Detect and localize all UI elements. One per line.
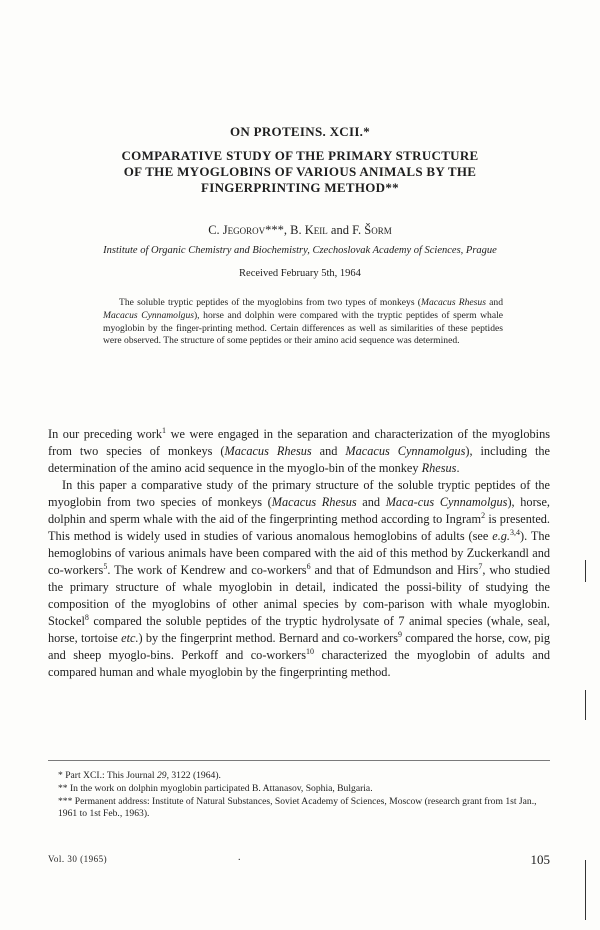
author-separator: and (327, 223, 353, 237)
paragraph (48, 477, 550, 681)
text-run: compared the soluble peptides of the tryptic hydrolysate of 7 animal species (whale, seal, horse, tortoise (48, 614, 550, 645)
abstract (103, 297, 503, 348)
species-name: Macacus Rhesus (224, 444, 312, 458)
text-run: ), including the determination of the amino acid sequence in the myoglo-bin of the monkey (48, 444, 550, 475)
species-name: Macacus Rhesus (271, 495, 357, 509)
text-run: ). The hemoglobins of various animals have been compared with the aid of this method by Zuckerkandl and co-workers (48, 529, 551, 577)
text-run: characterized the myoglobin of adults and compared human and whale myoglobin by the fingerprinting method. (48, 648, 551, 679)
footnote (48, 770, 550, 783)
body-text (48, 426, 550, 681)
article-title (0, 148, 600, 196)
page-footer (48, 852, 550, 868)
paragraph (48, 426, 550, 477)
received-date: Received February 5th, 1964 (239, 268, 361, 279)
footer-dot: . (238, 852, 241, 863)
species-name: Maca-cus Cynnamolgus (385, 495, 508, 509)
footnote-divider (48, 760, 550, 761)
emphasis: etc. (121, 631, 139, 645)
citation-ref: 5 (103, 561, 108, 571)
scan-artifact (585, 560, 586, 582)
author-line (0, 223, 600, 238)
text-run: , who studied the primary structure of whale myoglobin in detail, indicated the possi-bility of studying the composition of the myoglobins of other animal species by com-parison with whale myoglobin. Stockel (48, 563, 550, 628)
text-run: we were engaged in the separation and characterization of the myoglobins from two species of monkeys ( (48, 427, 551, 458)
text-run: In our preceding work (48, 427, 163, 441)
text-run: and (356, 495, 386, 509)
citation-ref: 8 (84, 612, 89, 622)
text-run: , 3122 (1964). (166, 770, 221, 781)
citation-ref: 9 (398, 629, 403, 639)
text-run: and (311, 444, 346, 458)
journal-volume: Vol. 30 (1965) (48, 854, 108, 864)
series-heading: ON PROTEINS. XCII.* (229, 124, 371, 139)
citation-ref: 10 (306, 646, 315, 656)
species-name: Macacus Cynnamolgus (345, 444, 466, 458)
species-name: Rhesus (421, 461, 457, 475)
text-run: ), horse, dolphin and sperm whale with the aid of the fingerprinting method according to Ingram (48, 495, 550, 526)
text-run: . (456, 461, 460, 475)
affiliation: Institute of Organic Chemistry and Biochemistry, Czechoslovak Academy of Sciences, Prague (103, 245, 497, 256)
citation-ref: 7 (478, 561, 483, 571)
title-line: COMPARATIVE STUDY OF THE PRIMARY STRUCTURE (121, 148, 479, 163)
author-name: C. Jegorov*** (208, 223, 284, 237)
author-name: F. Šorm (352, 223, 392, 237)
text-run: compared the horse, cow, pig and sheep myoglo-bins. Perkoff and co-workers (48, 631, 551, 662)
citation-ref: 3,4 (510, 527, 521, 537)
footnote: ** In the work on dolphin myoglobin participated B. Attanasov, Sophia, Bulgaria. (58, 782, 373, 794)
author-name: B. Keil (290, 223, 328, 237)
text-run: is presented. This method is widely used in studies of various anomalous hemoglobins of adults (see (48, 512, 550, 543)
scan-artifact (585, 860, 586, 920)
species-name: Macacus Cynnamolgus (103, 309, 194, 321)
species-name: Macacus Rhesus (420, 297, 486, 308)
volume-number: 29 (156, 770, 167, 781)
footnote: *** Permanent address: Institute of Natural Substances, Soviet Academy of Sciences, Moscow (research grant from 1st Jan., 1961 to 1st Feb., 1963). (58, 795, 537, 820)
abstract-text: ), horse and dolphin were compared with the tryptic peptides of sperm whale myoglobin by the finger-printing method. Certain differences as well as similarities of these peptides were observed. The structure of some peptides or their amino acid sequence was determined. (103, 309, 504, 347)
text-run: * Part XCI.: This Journal (58, 770, 157, 781)
title-line: OF THE MYOGLOBINS OF VARIOUS ANIMALS BY THE (123, 164, 477, 179)
text-run: . The work of Kendrew and co-workers (107, 563, 307, 577)
abstract-text: and (485, 297, 503, 308)
page-number: 105 (530, 852, 550, 867)
scan-artifact (585, 690, 586, 720)
citation-ref: 2 (481, 510, 486, 520)
emphasis: e.g. (492, 529, 511, 543)
title-line: FINGERPRINTING METHOD** (201, 180, 399, 195)
abstract-text: The soluble tryptic peptides of the myoglobins from two types of monkeys ( (119, 297, 421, 308)
author-separator: , (283, 223, 291, 237)
text-run: and that of Edmundson and Hirs (310, 563, 479, 577)
citation-ref: 1 (162, 425, 167, 435)
text-run: In this paper a comparative study of the primary structure of the soluble tryptic peptides of the myoglobin from two species of monkeys ( (48, 478, 550, 509)
footnotes (48, 770, 550, 821)
text-run: ) by the fingerprint method. Bernard and co-workers (138, 631, 399, 645)
citation-ref: 6 (306, 561, 311, 571)
